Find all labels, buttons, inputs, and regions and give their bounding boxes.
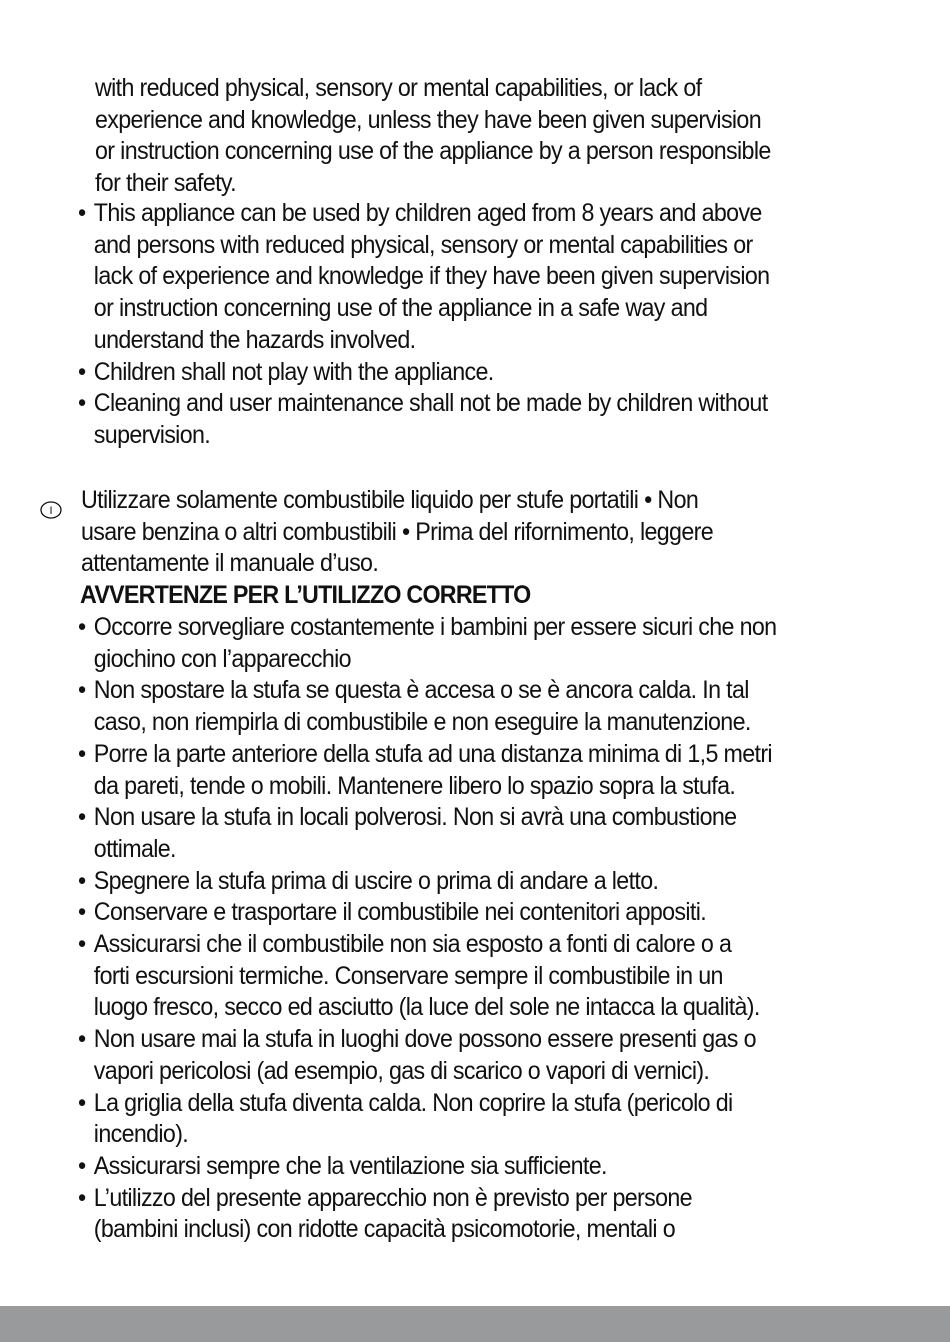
italian-intro-paragraph [81, 485, 853, 580]
text-line: understand the hazards involved. [93, 325, 416, 354]
bullet-item [78, 897, 869, 929]
text-line: (bambini inclusi) con ridotte capacità psicomotorie, mentali o [93, 1215, 676, 1244]
text-line: attentamente il manuale d’uso. [81, 549, 379, 578]
italian-language-icon [40, 499, 62, 521]
bullet-item [78, 612, 869, 675]
text-line: with reduced physical, sensory or mental capabilities, or lack of [95, 74, 702, 102]
text-line: supervision. [93, 420, 211, 449]
text-line: vapori pericolosi (ad esempio, gas di scarico o vapori di vernici). [93, 1056, 710, 1085]
bullet-dot: • [78, 930, 86, 959]
bullet-item [78, 675, 869, 738]
text-line: Spegnere la stufa prima di uscire o prima di andare a letto. [93, 866, 659, 895]
bullet-item [78, 1088, 869, 1151]
text-line: usare benzina o altri combustibili • Prima del rifornimento, leggere [81, 517, 713, 546]
bullet-dot: • [78, 1025, 86, 1054]
bullet-dot: • [78, 199, 86, 227]
bullet-item [78, 802, 869, 865]
text-line: Non usare la stufa in locali polverosi. Non si avrà una combustione [93, 803, 737, 832]
text-line: luogo fresco, secco ed asciutto (la luce del sole ne intacca la qualità). [93, 993, 760, 1022]
italian-bullet-list [78, 612, 869, 1246]
bullet-item [78, 357, 869, 389]
text-line: This appliance can be used by children aged from 8 years and above [93, 199, 762, 227]
text-line: experience and knowledge, unless they have been given supervision [95, 105, 761, 134]
text-line: caso, non riempirla di combustibile e non eseguire la manutenzione. [93, 708, 751, 737]
text-line: Non usare mai la stufa in luoghi dove possono essere presenti gas o [93, 1025, 756, 1054]
text-line: La griglia della stufa diventa calda. Non coprire la stufa (pericolo di [93, 1088, 733, 1117]
bullet-dot: • [78, 676, 86, 705]
text-line: ottimale. [93, 834, 176, 863]
bullet-item [78, 929, 869, 1024]
section-heading: AVVERTENZE PER L’UTILIZZO CORRETTO [80, 581, 531, 609]
text-line: incendio). [93, 1120, 189, 1149]
text-line: for their safety. [95, 169, 236, 198]
text-line: Cleaning and user maintenance shall not be made by children without [93, 389, 768, 418]
text-line: Assicurarsi che il combustibile non sia esposto a fonti di calore o a [93, 930, 732, 959]
text-line: forti escursioni termiche. Conservare sempre il combustibile in un [93, 961, 723, 990]
bullet-item [78, 866, 869, 898]
bullet-dot: • [78, 866, 86, 895]
bullet-item [78, 198, 869, 357]
english-bullet-list [78, 198, 869, 452]
bullet-dot: • [78, 1088, 86, 1117]
text-line: giochino con l’apparecchio [93, 644, 351, 673]
bullet-item [78, 1183, 869, 1246]
text-line: Assicurarsi sempre che la ventilazione sia sufficiente. [93, 1151, 607, 1180]
bullet-dot: • [78, 389, 86, 418]
text-line: Conservare e trasportare il combustibile nei contenitori appositi. [93, 898, 707, 927]
text-line: and persons with reduced physical, sensory or mental capabilities or [93, 230, 753, 259]
text-line: or instruction concerning use of the appliance in a safe way and [93, 294, 708, 323]
text-line: da pareti, tende o mobili. Mantenere libero lo spazio sopra la stufa. [93, 771, 736, 800]
bullet-dot: • [78, 739, 86, 768]
bullet-item [78, 1024, 869, 1087]
text-line: Children shall not play with the appliance. [93, 357, 494, 386]
text-line: Occorre sorvegliare costantemente i bambini per essere sicuri che non [93, 613, 777, 641]
text-line: L’utilizzo del presente apparecchio non è previsto per persone [93, 1183, 692, 1212]
svg-text:I: I [49, 505, 53, 517]
english-continuation-paragraph [95, 73, 867, 200]
text-line: Non spostare la stufa se questa è accesa o se è ancora calda. In tal [93, 676, 749, 705]
bullet-dot: • [78, 613, 86, 641]
bullet-dot: • [78, 803, 86, 832]
text-line: lack of experience and knowledge if they have been given supervision [93, 262, 770, 291]
bullet-dot: • [78, 1151, 86, 1180]
bullet-item [78, 1151, 869, 1183]
bullet-dot: • [78, 357, 86, 386]
bullet-dot: • [78, 1183, 86, 1212]
text-line: or instruction concerning use of the appliance by a person responsible [95, 137, 771, 166]
bullet-dot: • [78, 898, 86, 927]
bullet-item [78, 739, 869, 802]
text-line: Porre la parte anteriore della stufa ad una distanza minima di 1,5 metri [93, 739, 772, 768]
footer-band [0, 1306, 950, 1342]
bullet-item [78, 388, 869, 451]
text-line: Utilizzare solamente combustibile liquido per stufe portatili • Non [81, 486, 699, 514]
